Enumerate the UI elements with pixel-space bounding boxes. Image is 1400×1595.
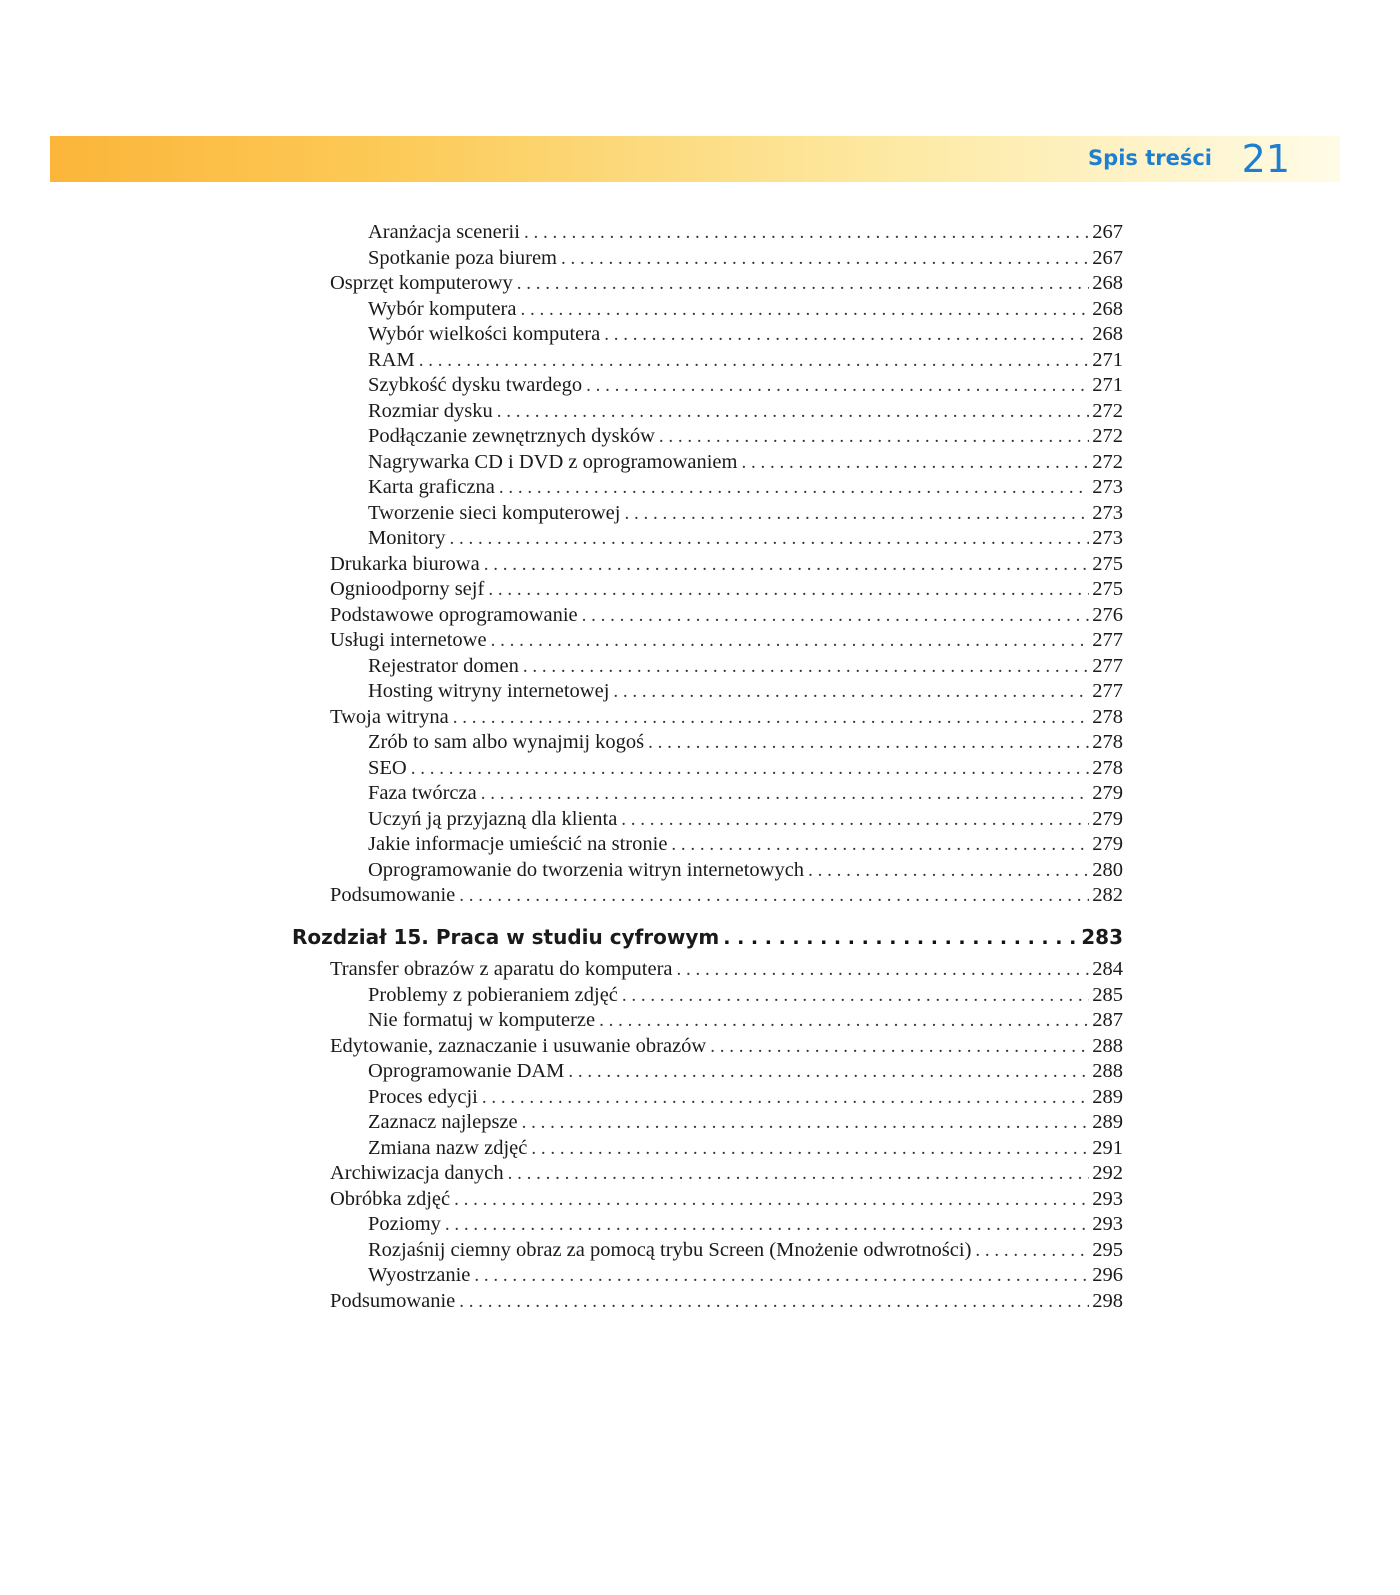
toc-leader-dots — [648, 730, 1089, 756]
toc-entry-title: Transfer obrazów z aparatu do komputera — [330, 958, 673, 980]
toc-entry-title: Usługi internetowe — [330, 629, 487, 651]
toc-entry-title: Zrób to sam albo wynajmij kogoś — [368, 731, 645, 753]
toc-entry — [368, 729, 1123, 755]
toc-entry-page: 291 — [1092, 1136, 1123, 1159]
toc-entry-title: Podstawowe oprogramowanie — [330, 603, 578, 626]
toc-entry-title: RAM — [368, 348, 415, 371]
toc-entry-page: 272 — [1092, 399, 1123, 422]
toc-leader-dots — [741, 450, 1089, 476]
toc-entry-title: Aranżacja scenerii — [368, 221, 520, 243]
toc-entry — [330, 551, 1123, 577]
toc-entry-title: Oprogramowanie do tworzenia witryn internetowych — [368, 858, 805, 881]
toc-entry-page: 268 — [1092, 323, 1123, 345]
toc-entry-page: 268 — [1092, 297, 1123, 320]
toc-leader-dots — [710, 1034, 1089, 1060]
toc-entry-page: 289 — [1092, 1085, 1123, 1108]
toc-entry-page: 277 — [1092, 680, 1123, 702]
toc-entry-page: 275 — [1092, 578, 1123, 600]
toc-entry — [368, 831, 1123, 857]
toc-entry — [368, 423, 1123, 449]
toc-entry — [330, 576, 1123, 602]
toc-entry-title: Podłączanie zewnętrznych dysków — [368, 425, 655, 447]
toc-entry-title: Twoja witryna — [330, 705, 449, 728]
toc-entry — [368, 219, 1123, 245]
toc-entry — [330, 1160, 1123, 1186]
toc-leader-dots — [599, 1008, 1089, 1034]
toc-leader-dots — [622, 983, 1089, 1009]
toc-entry — [368, 780, 1123, 806]
toc-chapter-title: Rozdział 15. Praca w studiu cyfrowym — [292, 925, 720, 949]
toc-entry — [368, 1058, 1123, 1084]
toc-entry-title: Zaznacz najlepsze — [368, 1111, 518, 1133]
toc-leader-dots — [613, 679, 1089, 705]
toc-leader-dots — [453, 705, 1090, 731]
toc-entry-page: 267 — [1092, 221, 1123, 243]
toc-leader-dots — [474, 1263, 1089, 1289]
toc-entry — [368, 525, 1123, 551]
toc-leader-dots — [723, 922, 1078, 954]
toc-entry-page: 279 — [1092, 782, 1123, 804]
toc-entry-page: 288 — [1092, 1034, 1123, 1057]
toc-entry-page: 278 — [1092, 731, 1123, 753]
toc-leader-dots — [975, 1238, 1089, 1264]
toc-entry — [330, 956, 1123, 982]
toc-entry-title: Tworzenie sieci komputerowej — [368, 501, 621, 524]
header-section-title: Spis treści — [1088, 146, 1212, 170]
toc-entry — [330, 882, 1123, 908]
toc-entry-page: 273 — [1092, 527, 1123, 549]
toc-leader-dots — [488, 577, 1089, 603]
toc-entry-title: Podsumowanie — [330, 884, 456, 906]
toc-entry-page: 296 — [1092, 1264, 1123, 1286]
toc-entry — [368, 857, 1123, 883]
toc-entry — [368, 1135, 1123, 1161]
toc-leader-dots — [659, 424, 1089, 450]
toc-entry — [368, 245, 1123, 271]
toc-entry — [368, 755, 1123, 781]
toc-entry-title: Osprzęt komputerowy — [330, 272, 513, 294]
toc-entry-title: Rozjaśnij ciemny obraz za pomocą trybu Screen (Mnożenie odwrotności) — [368, 1238, 972, 1261]
toc-entry-page: 298 — [1092, 1289, 1123, 1312]
toc-entry-title: Hosting witryny internetowej — [368, 680, 610, 702]
toc-leader-dots — [484, 552, 1090, 578]
toc-entry — [330, 1033, 1123, 1059]
toc-entry-title: Faza twórcza — [368, 782, 477, 804]
toc-entry-title: Zmiana nazw zdjęć — [368, 1136, 528, 1159]
toc-entry-page: 273 — [1092, 476, 1123, 498]
toc-entry-page: 275 — [1092, 552, 1123, 575]
toc-entry — [368, 296, 1123, 322]
toc-entry — [330, 1288, 1123, 1314]
toc-leader-dots — [521, 297, 1090, 323]
toc-leader-dots — [671, 832, 1089, 858]
toc-leader-dots — [411, 756, 1090, 782]
toc-leader-dots — [561, 246, 1089, 272]
toc-entry-page: 268 — [1092, 272, 1123, 294]
toc-entry — [330, 270, 1123, 296]
toc-entry-title: Edytowanie, zaznaczanie i usuwanie obrazów — [330, 1034, 707, 1057]
toc-entry-page: 278 — [1092, 756, 1123, 779]
toc-entry-page: 277 — [1092, 654, 1123, 677]
toc-leader-dots — [491, 628, 1090, 654]
toc-leader-dots — [586, 373, 1089, 399]
toc-entry — [368, 1007, 1123, 1033]
toc-entry — [368, 347, 1123, 373]
toc-entry — [368, 653, 1123, 679]
toc-chapter-page: 283 — [1081, 925, 1123, 949]
toc-entry-page: 272 — [1092, 425, 1123, 447]
toc-chapter-heading — [292, 921, 1123, 953]
toc-leader-dots — [459, 1289, 1089, 1315]
toc-entry-title: Rozmiar dysku — [368, 399, 493, 422]
toc-leader-dots — [808, 858, 1089, 884]
toc-entry-title: Wybór wielkości komputera — [368, 323, 601, 345]
toc-leader-dots — [523, 654, 1089, 680]
toc-entry-page: 271 — [1092, 348, 1123, 371]
toc-entry-title: Proces edycji — [368, 1085, 478, 1108]
toc-entry-title: Jakie informacje umieścić na stronie — [368, 833, 668, 855]
toc-entry — [368, 1084, 1123, 1110]
toc-leader-dots — [508, 1161, 1090, 1187]
toc-entry-page: 279 — [1092, 807, 1123, 830]
toc-entry — [330, 602, 1123, 628]
toc-leader-dots — [621, 807, 1089, 833]
header-page-number: 21 — [1241, 137, 1290, 181]
toc-leader-dots — [568, 1059, 1089, 1085]
toc-entry-page: 285 — [1092, 983, 1123, 1006]
toc-entry-page: 276 — [1092, 603, 1123, 626]
toc-entry-title: Wyostrzanie — [368, 1264, 471, 1286]
toc-entry-title: Wybór komputera — [368, 297, 517, 320]
toc-entry-page: 292 — [1092, 1162, 1123, 1184]
toc-leader-dots — [677, 957, 1090, 983]
toc-leader-dots — [445, 1212, 1089, 1238]
toc-entry — [368, 806, 1123, 832]
toc-leader-dots — [499, 475, 1089, 501]
toc-leader-dots — [497, 399, 1090, 425]
toc-entry-page: 267 — [1092, 246, 1123, 269]
toc-entry-title: Uczyń ją przyjazną dla klienta — [368, 807, 618, 830]
toc-entry-page: 287 — [1092, 1009, 1123, 1031]
toc-leader-dots — [524, 220, 1089, 246]
toc-entry-page: 293 — [1092, 1213, 1123, 1235]
toc-leader-dots — [582, 603, 1090, 629]
toc-entry-title: Problemy z pobieraniem zdjęć — [368, 983, 618, 1006]
toc-entry-title: Nie formatuj w komputerze — [368, 1009, 596, 1031]
toc-leader-dots — [624, 501, 1089, 527]
toc-entry-page: 295 — [1092, 1238, 1123, 1261]
toc-entry-page: 273 — [1092, 501, 1123, 524]
toc-entry-page: 282 — [1092, 884, 1123, 906]
toc-leader-dots — [522, 1110, 1090, 1136]
toc-entry-page: 271 — [1092, 374, 1123, 396]
toc-entry-title: SEO — [368, 756, 407, 779]
toc-entry-page: 289 — [1092, 1111, 1123, 1133]
toc-entry-title: Ognioodporny sejf — [330, 578, 485, 600]
toc-entry — [368, 1109, 1123, 1135]
toc-entry-title: Obróbka zdjęć — [330, 1187, 451, 1210]
toc-entry — [368, 1211, 1123, 1237]
toc-leader-dots — [419, 348, 1090, 374]
toc-entry-title: Oprogramowanie DAM — [368, 1060, 565, 1082]
toc-entry — [368, 500, 1123, 526]
toc-entry-title: Nagrywarka CD i DVD z oprogramowaniem — [368, 450, 738, 473]
toc-entry-title: Monitory — [368, 527, 446, 549]
toc-entry-page: 288 — [1092, 1060, 1123, 1082]
toc-entry — [330, 1186, 1123, 1212]
toc-entry-title: Szybkość dysku twardego — [368, 374, 583, 396]
toc-leader-dots — [517, 271, 1090, 297]
toc-leader-dots — [482, 1085, 1089, 1111]
toc-entry — [330, 704, 1123, 730]
toc-entry-title: Karta graficzna — [368, 476, 495, 498]
toc-entry — [368, 372, 1123, 398]
toc-entry — [368, 321, 1123, 347]
toc-entry-title: Archiwizacja danych — [330, 1162, 504, 1184]
toc-entry-page: 272 — [1092, 450, 1123, 473]
toc-leader-dots — [454, 1187, 1089, 1213]
toc-entry — [368, 1237, 1123, 1263]
toc-entry-page: 284 — [1092, 958, 1123, 980]
toc-entry — [368, 982, 1123, 1008]
toc-entry-title: Spotkanie poza biurem — [368, 246, 558, 269]
toc-entry-title: Podsumowanie — [330, 1289, 456, 1312]
toc-leader-dots — [604, 322, 1089, 348]
toc-leader-dots — [449, 526, 1089, 552]
toc-entry-title: Rejestrator domen — [368, 654, 519, 677]
toc-leader-dots — [459, 883, 1089, 909]
toc-leader-dots — [531, 1136, 1089, 1162]
toc-entry-page: 278 — [1092, 705, 1123, 728]
toc-entry-title: Poziomy — [368, 1213, 441, 1235]
toc-entry — [368, 398, 1123, 424]
toc-entry-page: 279 — [1092, 833, 1123, 855]
toc-entry-page: 293 — [1092, 1187, 1123, 1210]
toc-entry — [368, 678, 1123, 704]
toc-entry — [368, 449, 1123, 475]
toc-entry-page: 277 — [1092, 629, 1123, 651]
toc-entry-title: Drukarka biurowa — [330, 552, 480, 575]
toc-leader-dots — [481, 781, 1090, 807]
toc-entry — [330, 627, 1123, 653]
toc-entry — [368, 474, 1123, 500]
toc-entry — [368, 1262, 1123, 1288]
toc-entry-page: 280 — [1092, 858, 1123, 881]
